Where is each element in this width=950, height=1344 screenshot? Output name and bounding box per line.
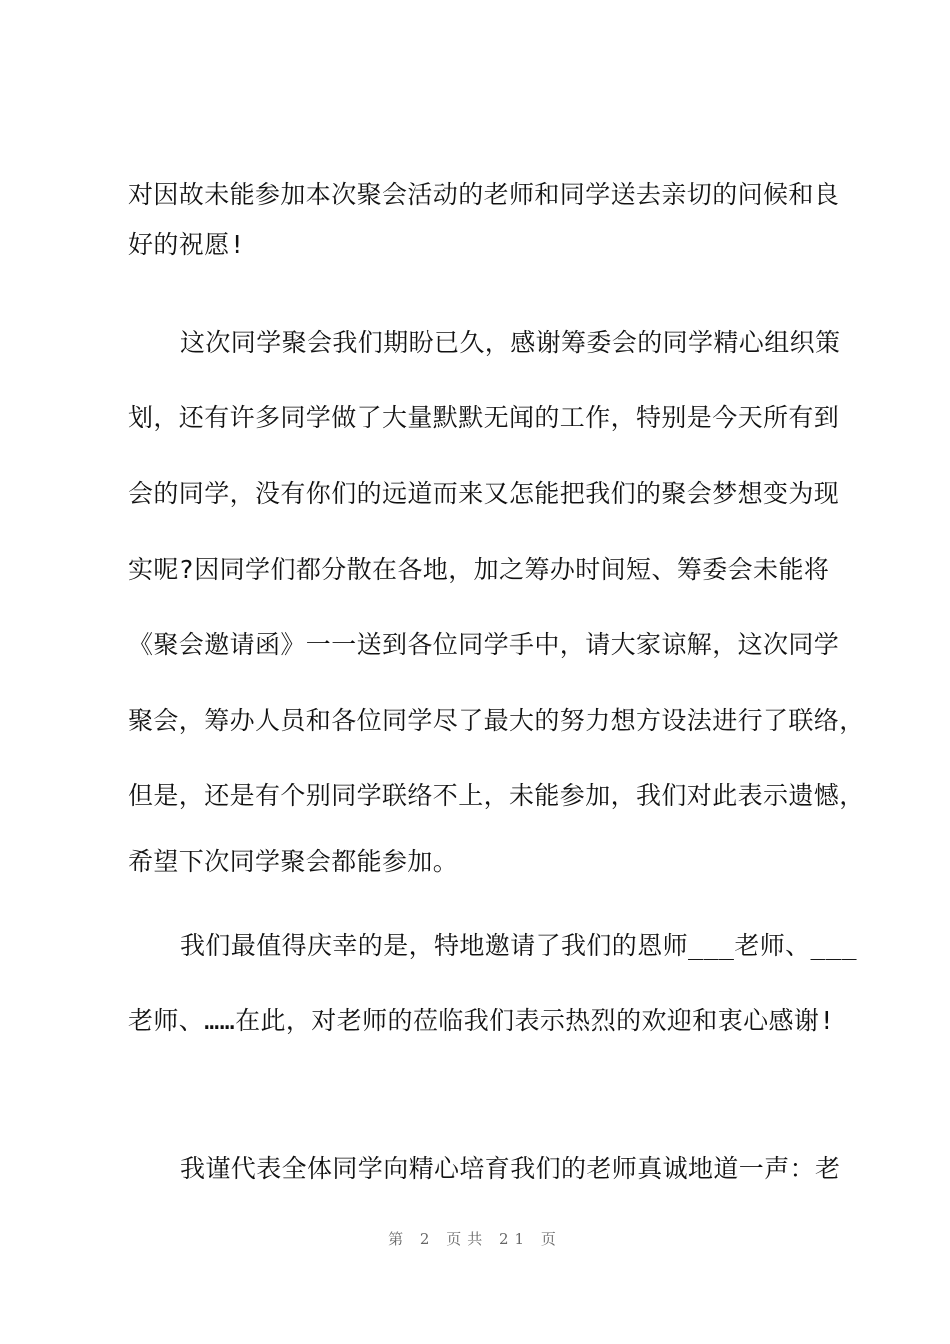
paragraph-line: 老师、……在此，对老师的莅临我们表示热烈的欢迎和衷心感谢!	[128, 1006, 835, 1035]
paragraph-line: 但是，还是有个别同学联络不上，未能参加，我们对此表示遗憾，	[128, 781, 865, 810]
paragraph-line: 我们最值得庆幸的是，特地邀请了我们的恩师___老师、___	[180, 931, 857, 960]
page-number-footer: 第 2 页共 21 页	[388, 1230, 562, 1248]
paragraph-line: 聚会，筹办人员和各位同学尽了最大的努力想方设法进行了联络，	[128, 706, 865, 735]
paragraph-line: 会的同学，没有你们的远道而来又怎能把我们的聚会梦想变为现	[128, 479, 840, 508]
paragraph-line: 实呢?因同学们都分散在各地，加之筹办时间短、筹委会未能将	[128, 555, 830, 584]
paragraph-line: 好的祝愿!	[128, 230, 246, 259]
paragraph-line: 划，还有许多同学做了大量默默无闻的工作，特别是今天所有到	[128, 403, 840, 432]
paragraph-line: 希望下次同学聚会都能参加。	[128, 847, 459, 876]
paragraph-line: 我谨代表全体同学向精心培育我们的老师真诚地道一声：老	[180, 1154, 841, 1183]
paragraph-line: 这次同学聚会我们期盼已久，感谢筹委会的同学精心组织策	[180, 328, 841, 357]
paragraph-line: 《聚会邀请函》一一送到各位同学手中，请大家谅解，这次同学	[128, 630, 840, 659]
paragraph-line: 对因故未能参加本次聚会活动的老师和同学送去亲切的问候和良	[128, 180, 840, 209]
